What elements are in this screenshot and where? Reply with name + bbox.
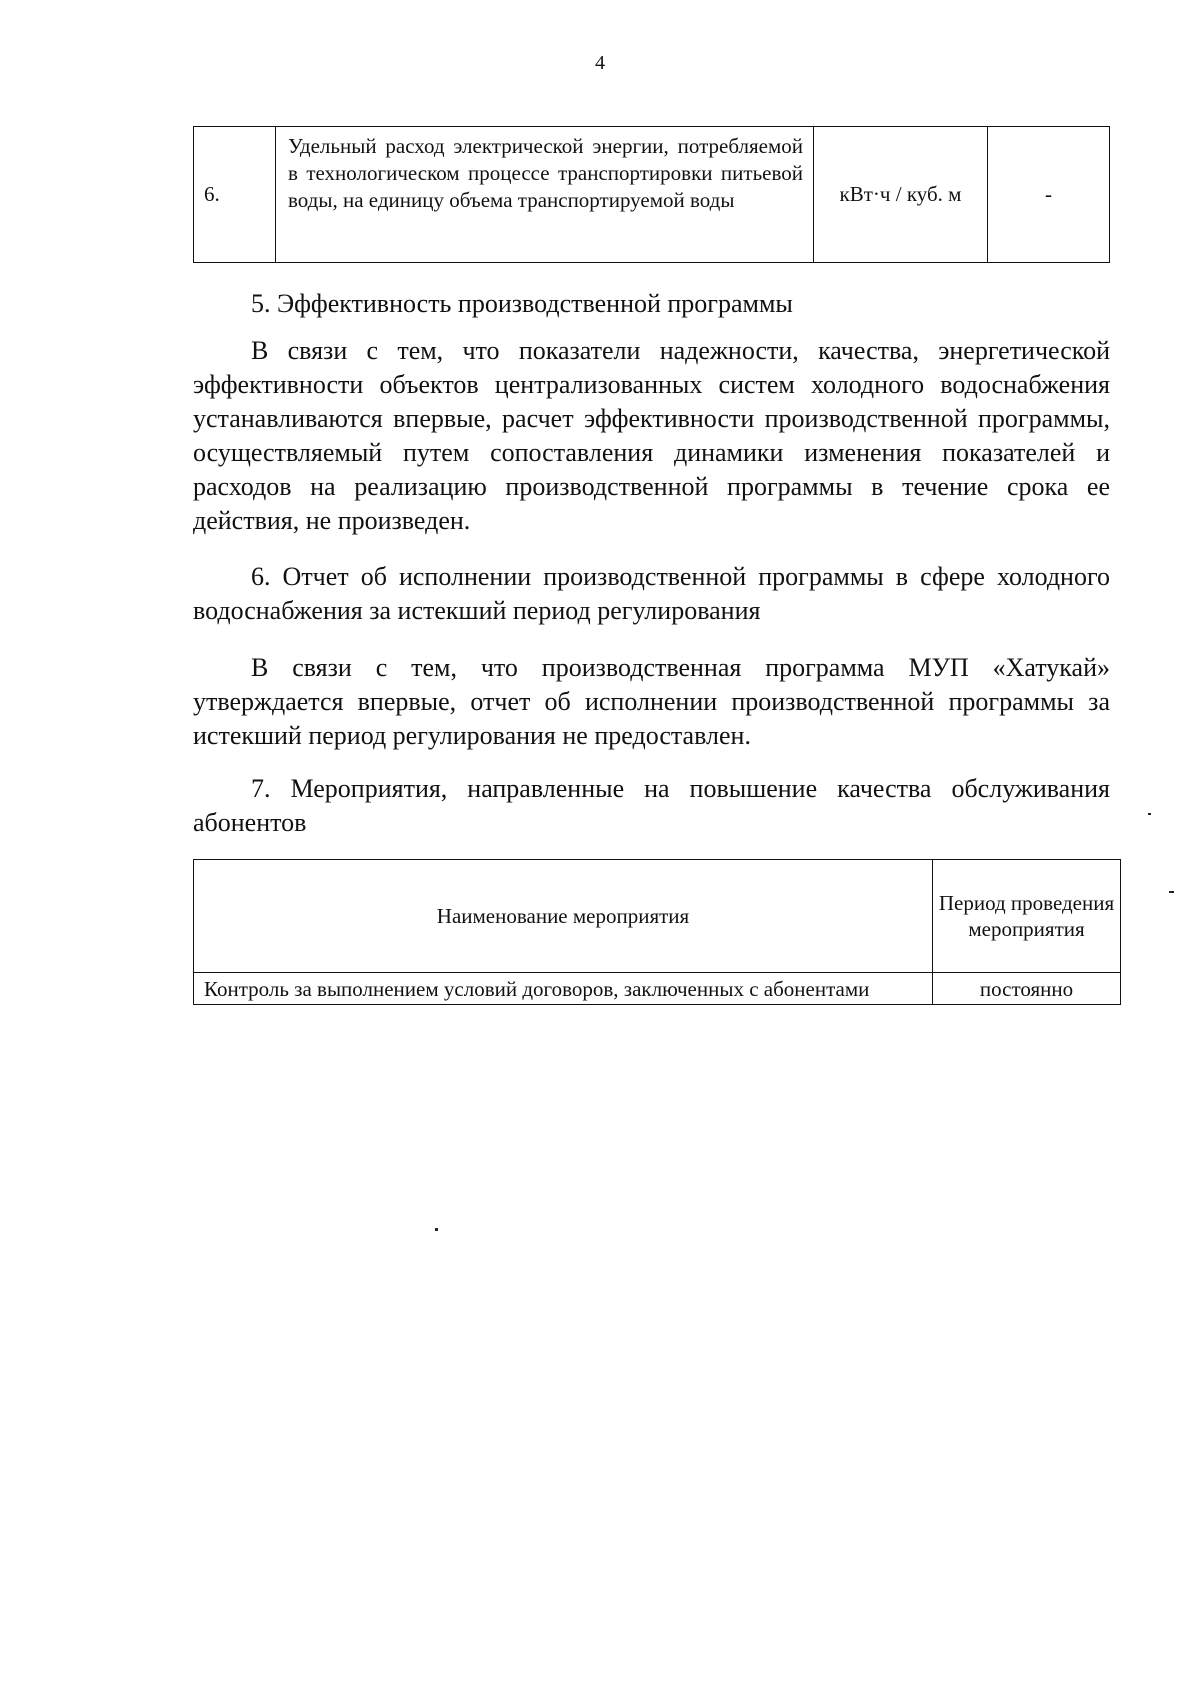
scan-speck [1148, 813, 1151, 815]
scan-speck [435, 1228, 438, 1231]
indicator-name: Удельный расход электрической энергии, потребляемой в технологическом процессе транспортировки питьевой воды, на единицу объема транспортируемой воды [276, 127, 814, 263]
section-5-paragraph: В связи с тем, что показатели надежности, качества, энергетической эффективности объектов централизованных систем холодного водоснабжения устанавливаются впервые, расчет эффективности производственной программы, осуществляемый путем сопоставления динамики изменения показателей и расходов на реализацию производственной программы в течение срока ее действия, не произведен. [193, 336, 1110, 535]
page-number: 4 [595, 52, 605, 74]
column-header-name: Наименование мероприятия [194, 860, 933, 973]
section-7-heading: 7. Мероприятия, направленные на повышение качества обслуживания абонентов [193, 774, 1110, 837]
column-header-period: Период проведения мероприятия [933, 860, 1121, 973]
measures-table [193, 859, 1121, 1005]
table-row [194, 973, 1121, 1005]
measure-period: постоянно [933, 973, 1121, 1005]
indicator-value: - [988, 127, 1110, 263]
scan-speck [1169, 891, 1174, 893]
indicator-table [193, 126, 1110, 263]
section-5-heading: 5. Эффективность производственной программы [251, 289, 793, 318]
table-row [194, 127, 1110, 263]
section-6-paragraph: В связи с тем, что производственная программа МУП «Хатукай» утверждается впервые, отчет об исполнении производственной программы за истекший период регулирования не предоставлен. [193, 653, 1110, 750]
indicator-unit: кВт·ч / куб. м [814, 127, 988, 263]
measure-name: Контроль за выполнением условий договоров, заключенных с абонентами [194, 973, 933, 1005]
table-header-row [194, 860, 1121, 973]
section-6-heading: 6. Отчет об исполнении производственной программы в сфере холодного водоснабжения за истекший период регулирования [193, 562, 1110, 625]
indicator-number: 6. [194, 127, 276, 263]
